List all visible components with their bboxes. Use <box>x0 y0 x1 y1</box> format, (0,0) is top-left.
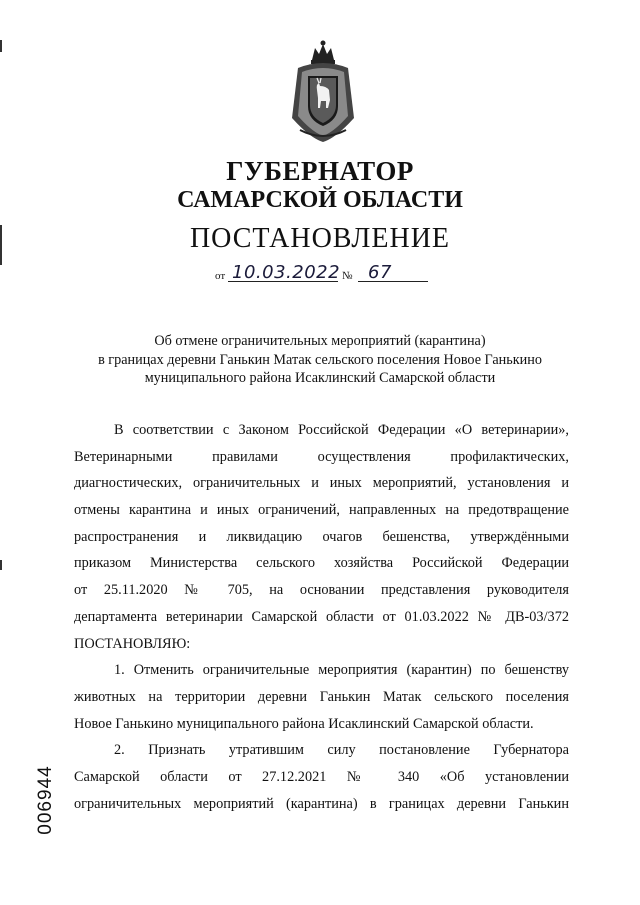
body-line: 1. Отменить ограничительные мероприятия (карантин) по бешенству <box>114 662 569 679</box>
body-line: ограничительных мероприятий (карантина) в границах деревни Ганькин <box>74 795 569 812</box>
body-line: отмены карантина и иных ограничений, направленных на предотвращение <box>74 502 569 519</box>
margin-stamp <box>35 760 57 840</box>
region-title: САМАРСКОЙ ОБЛАСТИ <box>177 187 463 213</box>
body-line: диагностических, ограничительных и иных мероприятий, установления и <box>74 475 569 492</box>
date-prefix: от <box>215 270 226 282</box>
body-line: животных на территории деревни Ганькин Матак сельского поселения <box>74 688 569 705</box>
body-line: Ветеринарными правилами осуществления профилактических, <box>74 448 569 465</box>
margin-stamp-number: 006944 <box>35 765 56 835</box>
heading-line: муниципального района Исаклинский Самарской области <box>144 370 496 386</box>
date-number-row <box>215 262 445 286</box>
heading-line: Об отмене ограничительных мероприятий (карантина) <box>154 333 486 349</box>
heading-line: в границах деревни Ганькин Матак сельского поселения Новое Ганькино <box>98 351 542 368</box>
document-heading <box>60 332 580 388</box>
document-type: ПОСТАНОВЛЕНИЕ <box>189 223 451 254</box>
body-line: В соответствии с Законом Российской Федерации «О ветеринарии», <box>114 422 569 438</box>
number-prefix: № <box>342 270 353 282</box>
scan-edge-mark <box>0 560 2 570</box>
scan-edge-mark <box>0 40 2 52</box>
samara-region-coat-of-arms-icon <box>286 38 360 146</box>
resolve-word: ПОСТАНОВЛЯЮ: <box>74 635 191 652</box>
body-line: 2. Признать утратившим силу постановление Губернатора <box>114 742 569 759</box>
scan-edge-mark <box>0 225 2 265</box>
handwritten-date: 10.03.2022 <box>232 262 341 283</box>
body-line: от 25.11.2020 № 705, на основании представления руководителя <box>74 582 569 599</box>
governor-title: ГУБЕРНАТОР <box>226 156 414 186</box>
document-body <box>74 417 569 817</box>
body-line: распространения и ликвидацию очагов бешенства, утверждёнными <box>74 528 569 545</box>
body-line: Самарской области от 27.12.2021 № 340 «Об установлении <box>74 768 569 785</box>
body-line: приказом Министерства сельского хозяйства Российской Федерации <box>74 555 569 572</box>
body-line: Новое Ганькино муниципального района Исаклинский Самарской области. <box>74 715 534 732</box>
body-line: департамента ветеринарии Самарской области от 01.03.2022 № ДВ-03/372 <box>74 608 569 625</box>
handwritten-number: 67 <box>368 262 392 283</box>
